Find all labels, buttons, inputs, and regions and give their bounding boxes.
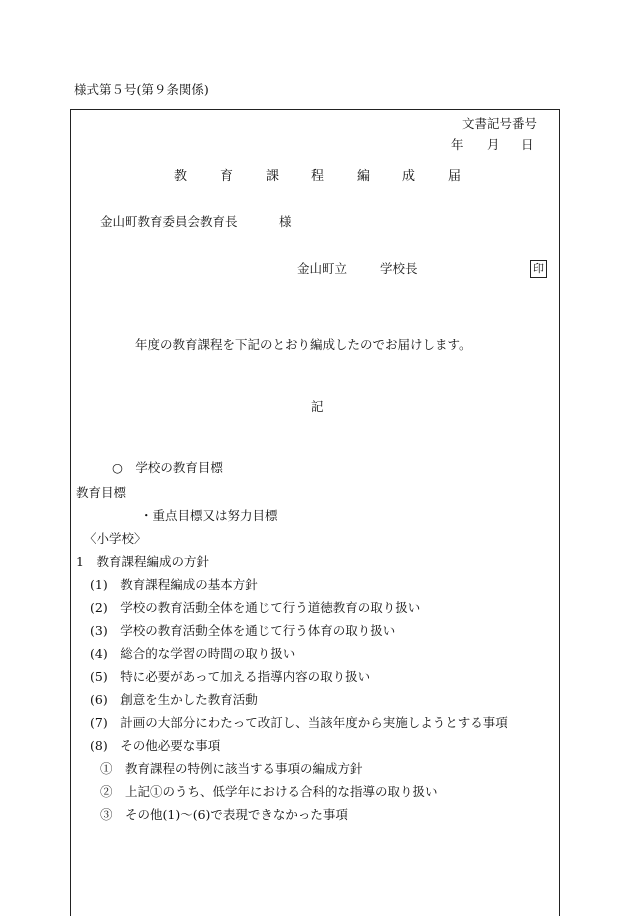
policy-item: (7) 計画の大部分にわたって改訂し、当該年度から実施しようとする事項 xyxy=(90,715,508,730)
policy-heading: 1 教育課程編成の方針 xyxy=(76,554,209,569)
policy-item: (8) その他必要な事項 xyxy=(90,738,221,753)
policy-sub-item: ② 上記①のうち、低学年における合科的な指導の取り扱い xyxy=(100,784,438,799)
title-char: 教 xyxy=(174,169,188,184)
education-goal-label: 教育目標 xyxy=(76,485,127,500)
school-goal-heading: ○ 学校の教育目標 xyxy=(112,460,223,475)
policy-item: (3) 学校の教育活動全体を通じて行う体育の取り扱い xyxy=(90,623,396,638)
title-char: 程 xyxy=(311,169,325,184)
date-month: 月 xyxy=(487,137,500,152)
policy-sub-item: ③ その他(1)～(6)で表現できなかった事項 xyxy=(100,807,348,822)
focus-goal-label: ・重点目標又は努力目標 xyxy=(140,508,278,523)
date-day: 日 xyxy=(521,137,534,152)
title-char: 編 xyxy=(357,169,371,184)
ki-marker: 記 xyxy=(311,399,324,414)
recipient-honorific: 様 xyxy=(279,214,292,229)
date-year: 年 xyxy=(451,137,464,152)
title-char: 育 xyxy=(220,169,234,184)
school-name-prefix: 金山町立 xyxy=(297,261,348,276)
document-number: 文書記号番号 xyxy=(462,116,538,131)
school-principal-label: 学校長 xyxy=(380,261,418,276)
form-label: 様式第５号(第９条関係) xyxy=(74,82,209,97)
title-char: 課 xyxy=(266,169,280,184)
policy-item: (6) 創意を生かした教育活動 xyxy=(90,692,258,707)
title-char: 成 xyxy=(402,169,416,184)
body-text: 年度の教育課程を下記のとおり編成したのでお届けします。 xyxy=(135,337,472,352)
policy-sub-item: ① 教育課程の特例に該当する事項の編成方針 xyxy=(100,761,363,776)
policy-item: (1) 教育課程編成の基本方針 xyxy=(90,577,258,592)
recipient-name: 金山町教育委員会教育長 xyxy=(100,214,238,229)
seal-mark: 印 xyxy=(530,260,547,278)
policy-item: (2) 学校の教育活動全体を通じて行う道徳教育の取り扱い xyxy=(90,600,421,615)
school-type-label: 〈小学校〉 xyxy=(84,531,147,546)
policy-item: (5) 特に必要があって加える指導内容の取り扱い xyxy=(90,669,371,684)
policy-item: (4) 総合的な学習の時間の取り扱い xyxy=(90,646,296,661)
title-char: 届 xyxy=(448,169,462,184)
